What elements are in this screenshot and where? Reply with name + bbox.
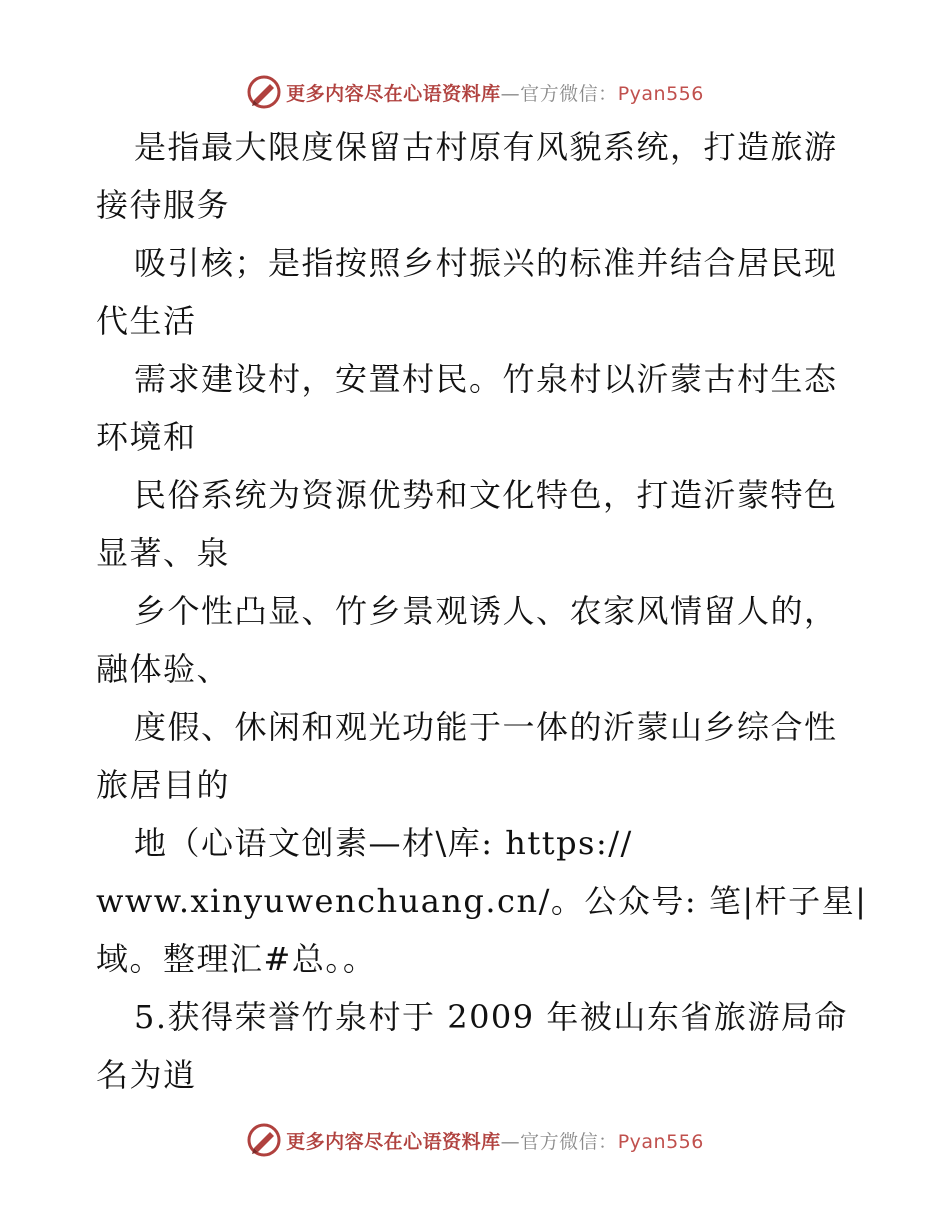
text-line: 度假、休闲和观光功能于一体的沂蒙山乡综合性 [134,708,838,746]
document-body [96,118,868,1104]
banner-main-text: 更多内容尽在心语资料库 [286,82,501,105]
banner-main-text: 更多内容尽在心语资料库 [286,1130,501,1153]
banner-dash: — [500,82,521,105]
text-line: 环境和 [96,418,197,456]
text-line: 接待服务 [96,186,231,224]
text-line: 5.获得荣誉竹泉村于 2009 年被山东省旅游局命 [134,998,848,1036]
text-line: 显著、泉 [96,534,231,572]
banner-wechat-label: 官方微信： [520,1130,618,1153]
text-line: 旅居目的 [96,766,231,804]
text-line: 融体验、 [96,650,231,688]
text-line: 代生活 [96,302,197,340]
text-line: 民俗系统为资源优势和文化特色，打造沂蒙特色 [134,476,838,514]
banner-wechat-label: 官方微信： [520,82,618,105]
text-line: 名为逍 [96,1056,197,1094]
text-line: 是指最大限度保留古村原有风貌系统，打造旅游 [134,128,838,166]
banner-wechat-id: Pyan556 [617,82,704,105]
text-line: 域。整理汇#总。。 [96,940,377,978]
banner-dash: — [500,1130,521,1153]
pen-logo-icon [246,1122,282,1158]
text-line: 乡个性凸显、竹乡景观诱人、农家风情留人的， [134,592,838,630]
pen-logo-icon [246,74,282,110]
text-line: 需求建设村，安置村民。竹泉村以沂蒙古村生态 [134,360,838,398]
banner-wechat-id: Pyan556 [617,1130,704,1153]
banner-text [286,79,704,106]
header-banner [0,72,950,112]
text-line: 地（心语文创素—材\库: https:// [134,824,633,862]
banner-text [286,1127,704,1154]
text-line: 吸引核；是指按照乡村振兴的标准并结合居民现 [134,244,838,282]
footer-banner [0,1120,950,1160]
text-line: www.xinyuwenchuang.cn/。公众号: 笔|杆子星| [96,882,868,920]
